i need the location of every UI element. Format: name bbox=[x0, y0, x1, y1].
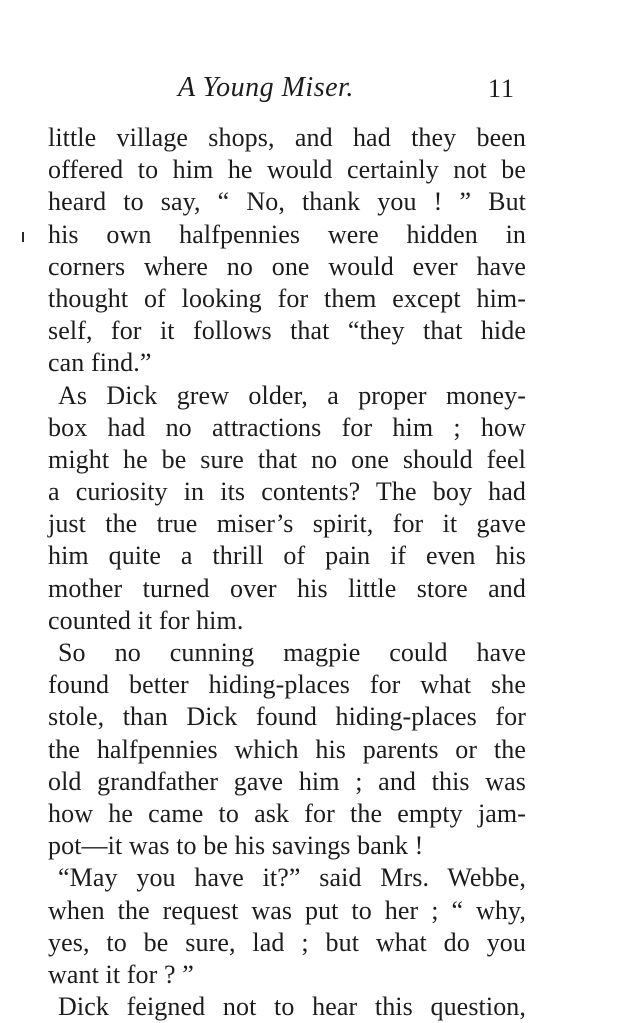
text-line: little village shops, and had they been bbox=[48, 123, 526, 152]
text-line: So no cunning magpie could have bbox=[58, 638, 526, 667]
text-line: box had no attractions for him ; how bbox=[48, 412, 526, 442]
text-line: “May you have it?” said Mrs. Webbe, bbox=[58, 863, 526, 893]
text-line: stole, than Dick found hiding-places for bbox=[48, 702, 526, 732]
text-line: corners where no one would ever have bbox=[48, 251, 526, 281]
text-line: just the true miser’s spirit, for it gave bbox=[48, 509, 526, 539]
text-line: counted it for him. bbox=[48, 605, 244, 635]
text-line: mother turned over his little store and bbox=[48, 573, 526, 603]
body-text bbox=[48, 122, 526, 1023]
text-line: want it for ? ” bbox=[48, 959, 194, 989]
text-line: can find.” bbox=[48, 348, 152, 378]
text-line: pot—it was to be his savings bank ! bbox=[48, 831, 424, 861]
text-line: him quite a thrill of pain if even his bbox=[48, 541, 526, 571]
page-number: 11 bbox=[487, 74, 515, 103]
text-line: As Dick grew older, a proper money- bbox=[58, 380, 526, 410]
text-line: self, for it follows that “they that hide bbox=[48, 316, 526, 346]
text-line: thought of looking for them except him- bbox=[48, 283, 526, 313]
text-line: heard to say, “ No, thank you ! ” But bbox=[48, 187, 526, 217]
text-line: when the request was put to her ; “ why, bbox=[48, 895, 526, 925]
text-line: found better hiding-places for what she bbox=[48, 670, 526, 700]
running-title: A Young Miser. bbox=[178, 72, 354, 103]
text-line: Dick feigned not to hear this question, bbox=[58, 992, 526, 1022]
text-line: might he be sure that no one should feel bbox=[48, 444, 526, 474]
text-line: offered to him he would certainly not be bbox=[48, 155, 526, 185]
margin-mark bbox=[22, 232, 24, 242]
running-head bbox=[0, 72, 639, 108]
text-line: the halfpennies which his parents or the bbox=[48, 734, 526, 764]
text-line: old grandfather gave him ; and this was bbox=[48, 766, 526, 796]
text-line: how he came to ask for the empty jam- bbox=[48, 798, 526, 828]
text-line: yes, to be sure, lad ; but what do you bbox=[48, 927, 526, 957]
text-line: his own halfpennies were hidden in bbox=[48, 219, 526, 249]
text-line: a curiosity in its contents? The boy had bbox=[48, 477, 526, 507]
